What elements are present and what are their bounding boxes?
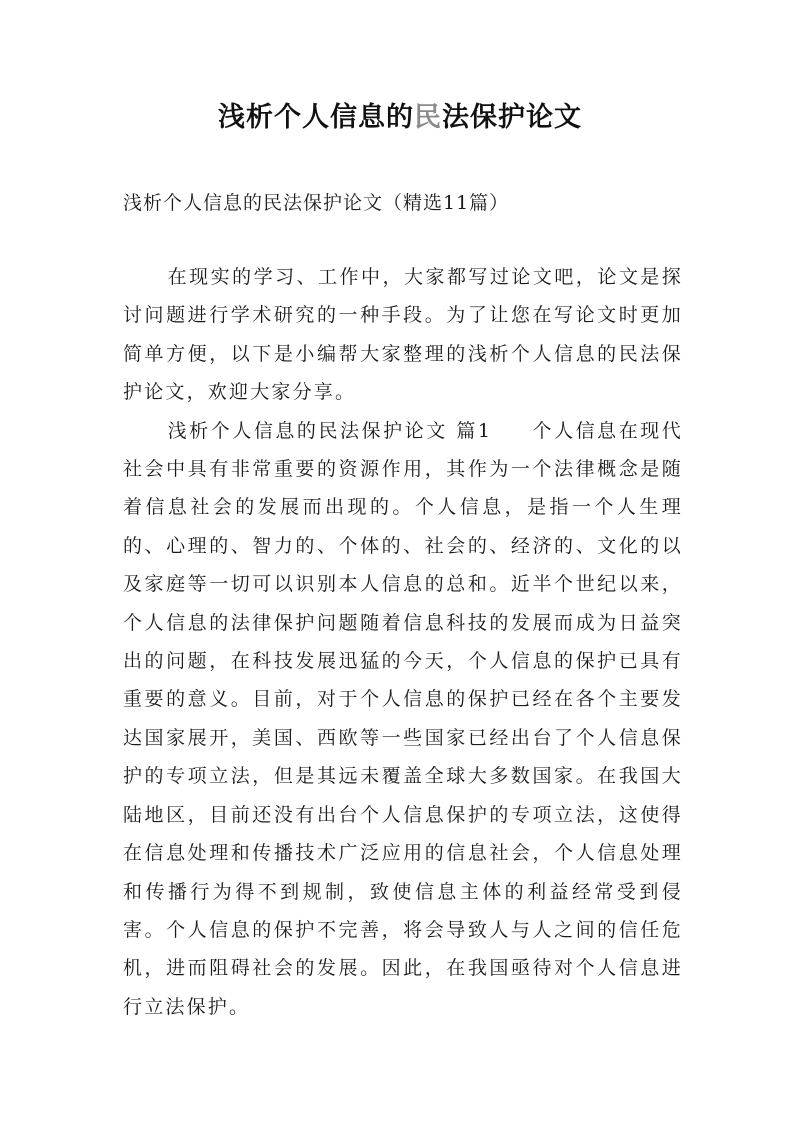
title-highlight-char: 民 <box>414 102 442 133</box>
section-heading: 浅析个人信息的民法保护论文 篇1 <box>167 419 493 442</box>
title-text-part2: 法保护论文 <box>442 102 582 133</box>
title-text-part1: 浅析个人信息的 <box>218 102 414 133</box>
document-subtitle: 浅析个人信息的民法保护论文（精选11篇） <box>123 192 510 214</box>
intro-paragraph: 在现实的学习、工作中，大家都写过论文吧，论文是探讨问题进行学术研究的一种手段。为了让您在写论文时更加简单方便，以下是小编帮大家整理的浅析个人信息的民法保护论文，欢迎大家分享。 <box>123 266 683 404</box>
document-title <box>0 98 800 138</box>
section-paragraph <box>123 412 683 1027</box>
document-body <box>123 258 683 1026</box>
section-body-text: 个人信息在现代社会中具有非常重要的资源作用，其作为一个法律概念是随着信息社会的发展而出现的。个人信息，是指一个人生理的、心理的、智力的、个体的、社会的、经济的、文化的以及家庭等一切可以识别本人信息的总和。近半个世纪以来，个人信息的法律保护问题随着信息科技的发展而成为日益突出的问题，在科技发展迅猛的今天，个人信息的保护已具有重要的意义。目前，对于个人信息的保护已经在各个主要发达国家展开，美国、西欧等一些国家已经出台了个人信息保护的专项立法，但是其远未覆盖全球大多数国家。在我国大陆地区，目前还没有出台个人信息保护的专项立法，这使得在信息处理和传播技术广泛应用的信息社会，个人信息处理和传播行为得不到规制，致使信息主体的利益经常受到侵害。个人信息的保护不完善，将会导致人与人之间的信任危机，进而阻碍社会的发展。因此，在我国亟待对个人信息进行立法保护。 <box>123 419 683 1018</box>
